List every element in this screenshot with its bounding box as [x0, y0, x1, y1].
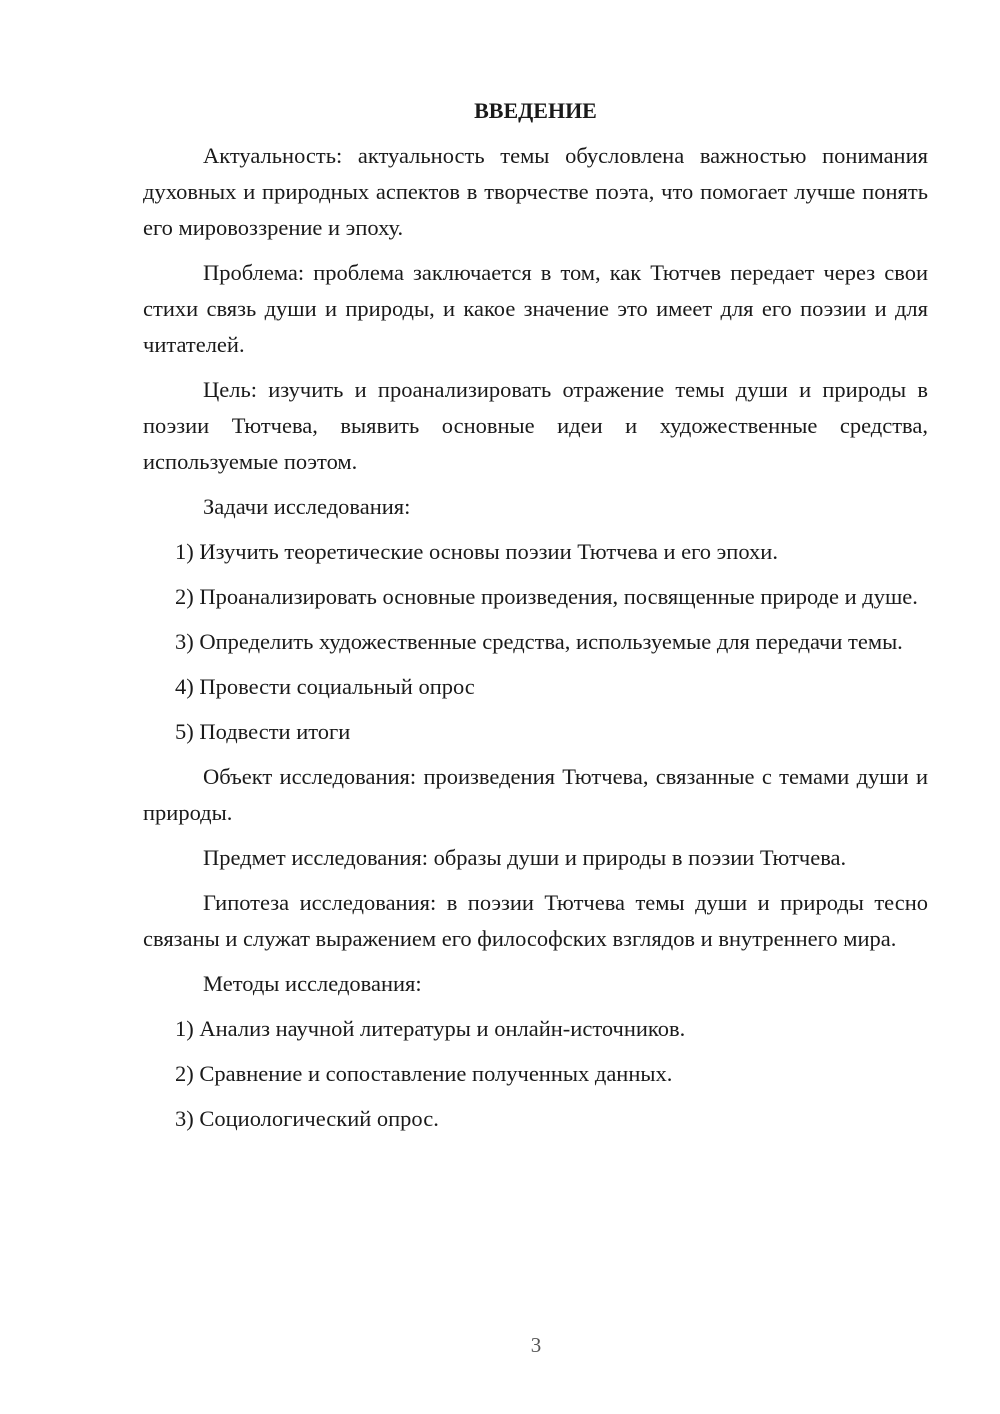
relevance-paragraph: Актуальность: актуальность темы обусловлена важностью понимания духовных и природных аспектов в творчестве поэта, что помогает лучше понять его мировоззрение и эпоху. [143, 143, 928, 240]
task-item-2: 2) Проанализировать основные произведения, посвященные природе и душе. [175, 584, 918, 609]
task-item-5: 5) Подвести итоги [175, 719, 351, 744]
task-item-3: 3) Определить художественные средства, используемые для передачи темы. [175, 629, 903, 654]
object-paragraph: Объект исследования: произведения Тютчева, связанные с темами души и природы. [143, 764, 928, 825]
goal-paragraph: Цель: изучить и проанализировать отражение темы души и природы в поэзии Тютчева, выявить основные идеи и художественные средства, используемые поэтом. [143, 377, 928, 474]
document-body [143, 96, 928, 1146]
hypothesis-paragraph: Гипотеза исследования: в поэзии Тютчева темы души и природы тесно связаны и служат выражением его философских взглядов и внутреннего мира. [143, 890, 928, 951]
tasks-heading: Задачи исследования: [203, 494, 411, 519]
task-item-1: 1) Изучить теоретические основы поэзии Тютчева и его эпохи. [175, 539, 778, 564]
method-item-3: 3) Социологический опрос. [175, 1106, 439, 1131]
subject-paragraph: Предмет исследования: образы души и природы в поэзии Тютчева. [203, 845, 847, 870]
methods-heading: Методы исследования: [203, 971, 422, 996]
page-title: ВВЕДЕНИЕ [474, 98, 597, 123]
task-item-4: 4) Провести социальный опрос [175, 674, 475, 699]
method-item-1: 1) Анализ научной литературы и онлайн-источников. [175, 1016, 686, 1041]
problem-paragraph: Проблема: проблема заключается в том, как Тютчев передает через свои стихи связь души и природы, и какое значение это имеет для его поэзии и для читателей. [143, 260, 928, 357]
method-item-2: 2) Сравнение и сопоставление полученных данных. [175, 1061, 673, 1086]
page-number: 3 [530, 1333, 542, 1357]
